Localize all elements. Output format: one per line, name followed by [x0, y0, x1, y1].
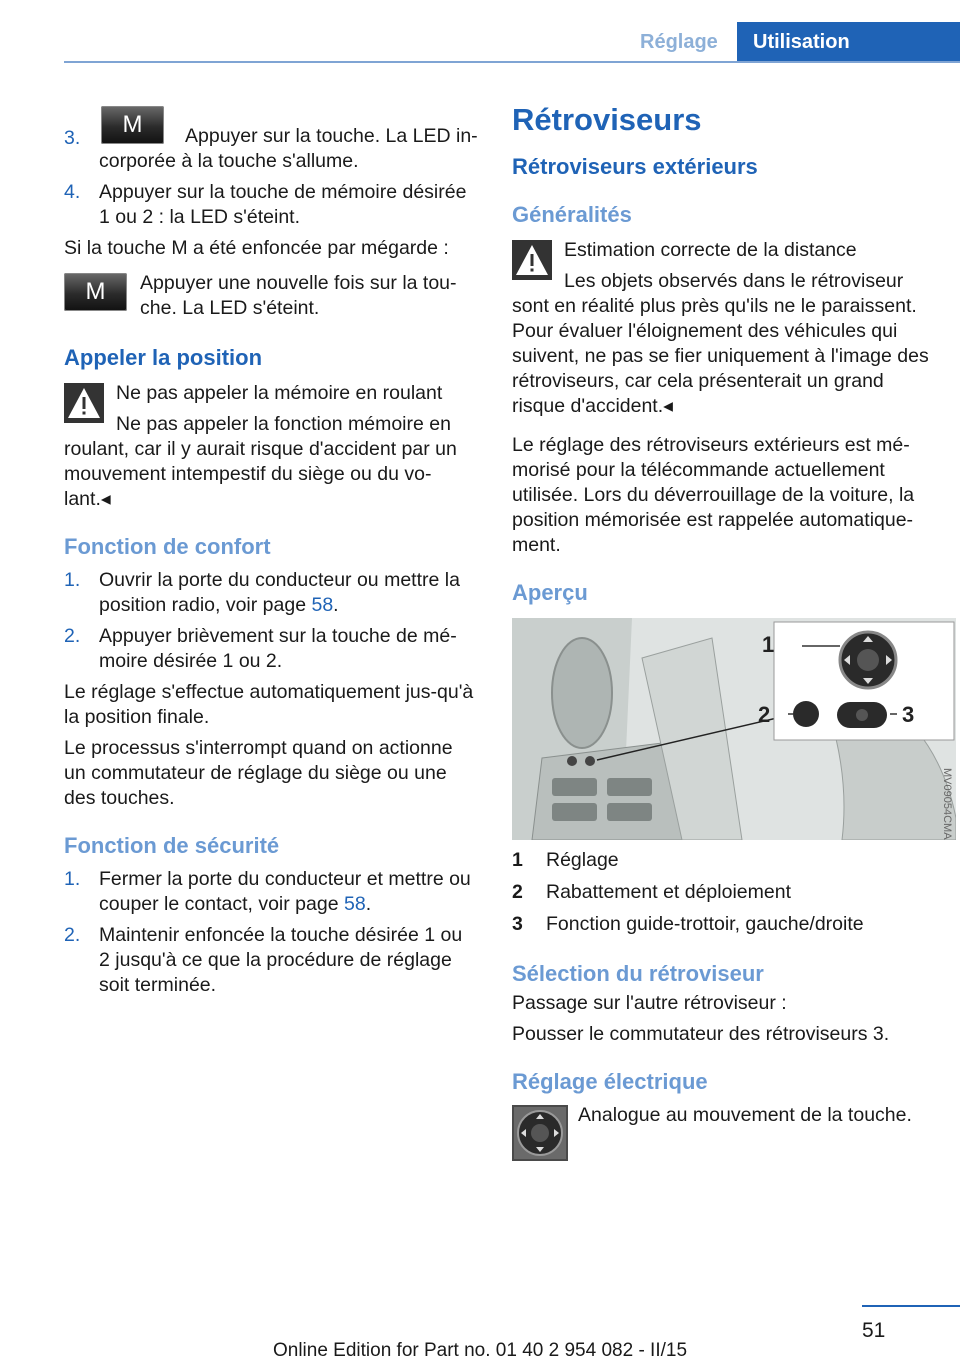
step-number: 4. [64, 181, 81, 203]
warning-body-rest: sont en réalité plus près qu'ils ne le paraissent. Pour évaluer l'éloignement des véhicules qui suivent, ne pas se fier uniquement à l'image des rétroviseurs, car cela présenterait un grand risque d'accident.◂ [512, 295, 929, 417]
list-item [64, 923, 478, 998]
step-4 [64, 180, 478, 230]
safety-steps-list [64, 867, 478, 998]
m-button-instruction [64, 271, 478, 323]
footer-edition: Online Edition for Part no. 01 40 2 954 082 - II/15 [272, 1340, 688, 1361]
step-text: Appuyer sur la touche de mémoire désirée 1 ou 2 : la LED s'éteint. [99, 181, 467, 228]
heading-safety-function: Fonction de sécurité [64, 833, 280, 858]
page-link[interactable]: 58 [311, 594, 334, 616]
memory-m-button-icon: M [101, 106, 164, 144]
legend-number: 1 [512, 849, 523, 871]
step-number: 1. [64, 868, 81, 890]
comfort-steps-list [64, 568, 478, 674]
figure-legend [512, 848, 930, 937]
paragraph: Si la touche M a été enfoncée par mégarde : [64, 237, 449, 259]
step-text: Maintenir enfoncée la touche désirée 1 ou 2 jusqu'à ce que la procédure de réglage soit terminée. [99, 924, 463, 996]
warning-body-rest: roulant, car il y aurait risque d'accident par un mouvement intempestif du siège ou du vo-lant.◂ [64, 438, 457, 510]
step-number: 1. [64, 569, 81, 591]
figure-label-3: 3 [902, 702, 915, 727]
figure-label-1: 1 [762, 632, 775, 657]
legend-item [512, 848, 930, 873]
instruction-text: Appuyer une nouvelle fois sur la tou-che. La LED s'éteint. [140, 272, 457, 319]
step-text-end: . [333, 594, 339, 616]
page-link[interactable]: 58 [343, 893, 366, 915]
page-number: 51 [862, 1319, 886, 1342]
legend-text: Rabattement et déploiement [546, 881, 791, 903]
list-item [64, 568, 478, 618]
heading-exterior-mirrors: Rétroviseurs extérieurs [512, 154, 758, 179]
paragraph: Pousser le commutateur des rétroviseurs 3. [512, 1023, 890, 1045]
page-header [0, 0, 960, 62]
electric-adjust-instruction [512, 1103, 930, 1155]
warning-triangle-icon [64, 383, 128, 425]
heading-general: Généralités [512, 202, 632, 227]
step-3 [64, 111, 478, 174]
warning-memory-driving [64, 381, 478, 512]
warning-body-line1: Ne pas appeler la fonction mémoire en [116, 413, 451, 435]
heading-electric-adjustment: Réglage électrique [512, 1069, 708, 1094]
legend-item [512, 880, 930, 905]
heading-mirror-selection: Sélection du rétroviseur [512, 961, 764, 986]
step-number: 3. [64, 127, 81, 149]
step-text: Appuyer brièvement sur la touche de mé-moire désirée 1 ou 2. [99, 625, 457, 672]
page-title: Rétroviseurs [512, 102, 702, 137]
heading-recall-position: Appeler la position [64, 345, 263, 370]
mirror-controls-figure [512, 618, 956, 840]
warning-body [64, 412, 478, 512]
paragraph: Passage sur l'autre rétroviseur : [512, 992, 787, 1014]
step-number: 2. [64, 924, 81, 946]
left-column [64, 111, 478, 998]
header-section-utilisation[interactable]: Utilisation [737, 22, 960, 62]
warning-body [512, 269, 930, 419]
step-text: Fermer la porte du conducteur et mettre ou couper le contact, voir page [99, 868, 471, 915]
step-number: 2. [64, 625, 81, 647]
warning-triangle-icon [512, 240, 576, 282]
legend-item [512, 912, 930, 937]
right-column [512, 100, 953, 1155]
warning-title: Ne pas appeler la mémoire en roulant [116, 382, 443, 404]
header-rule [64, 61, 960, 63]
door-panel-illustration [512, 618, 956, 840]
memory-m-button-icon: M [64, 273, 127, 311]
warning-title: Estimation correcte de la distance [564, 239, 857, 261]
legend-number: 3 [512, 913, 523, 935]
step-text: Appuyer sur la touche. La LED in- [185, 125, 478, 147]
mirror-joystick-icon [512, 1105, 568, 1161]
legend-text: Fonction guide-trottoir, gauche/droite [546, 913, 864, 935]
legend-text: Réglage [546, 849, 619, 871]
heading-comfort-function: Fonction de confort [64, 534, 271, 559]
step-text-cont: corporée à la touche s'allume. [99, 150, 359, 172]
warning-distance [512, 238, 930, 419]
paragraph: Le réglage des rétroviseurs extérieurs est mé-morisé pour la télécommande actuellement utilisée. Lors du déverrouillage de la voiture, la position mémorisée est rappelée automatique-ment. [512, 434, 915, 556]
step-text-end: . [365, 893, 372, 915]
warning-body-line1: Les objets observés dans le rétroviseur [564, 270, 904, 292]
heading-overview: Aperçu [512, 580, 588, 605]
paragraph: Le réglage s'effectue automatiquement jus-qu'à la position finale. [64, 681, 474, 728]
figure-label-2: 2 [758, 702, 771, 727]
list-item [64, 867, 478, 917]
instruction-text: Analogue au mouvement de la touche. [578, 1104, 912, 1126]
figure-code: MV09054CMA [941, 768, 953, 840]
footer-rule [862, 1305, 960, 1307]
legend-number: 2 [512, 881, 523, 903]
header-section-reglage[interactable]: Réglage [640, 31, 718, 53]
step-text: Ouvrir la porte du conducteur ou mettre la position radio, voir page [99, 569, 460, 616]
list-item [64, 624, 478, 674]
paragraph: Le processus s'interrompt quand on actionne un commutateur de réglage du siège ou une des touches. [64, 737, 453, 809]
